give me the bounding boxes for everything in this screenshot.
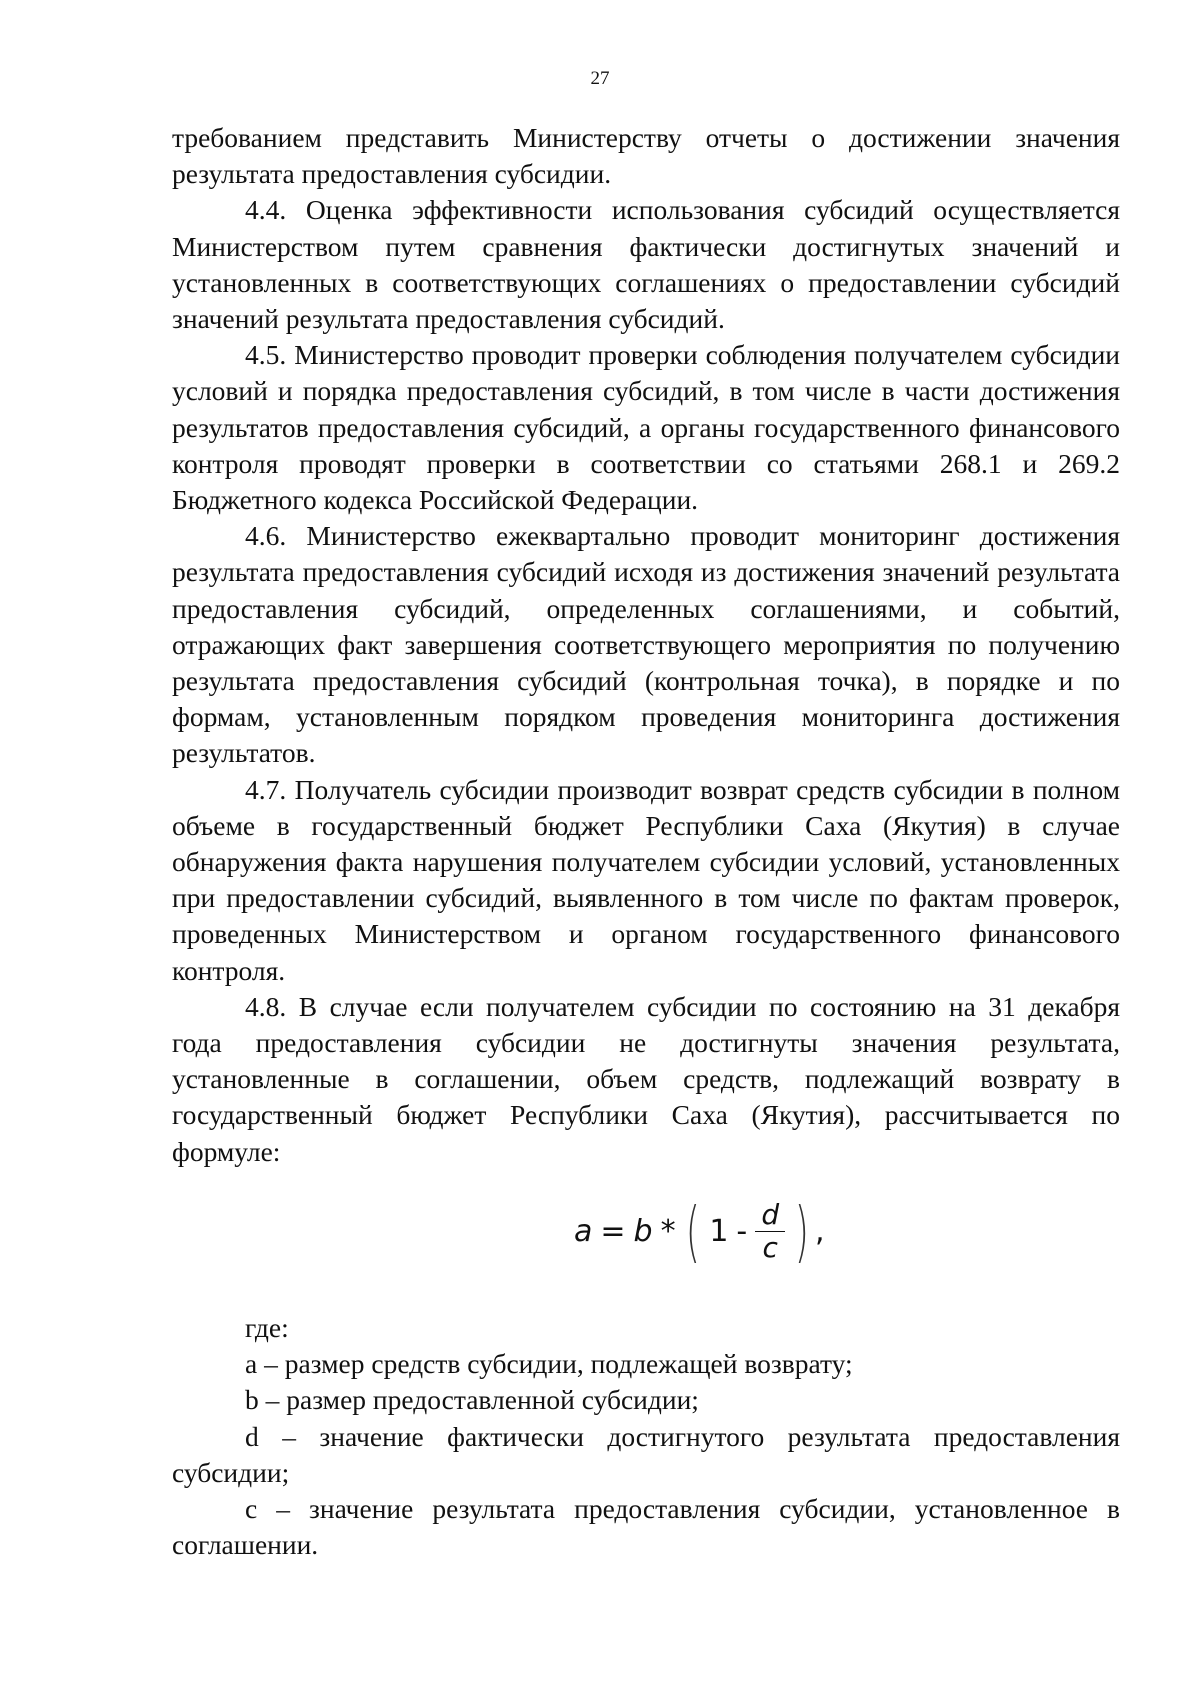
- formula-one: 1: [709, 1213, 729, 1249]
- formula-denominator-c: c: [762, 1231, 778, 1265]
- paragraph-continuation: требованием представить Министерству отчеты о достижении значения результата предоставления субсидии.: [172, 122, 1120, 190]
- formula-right-paren: ): [795, 1192, 810, 1270]
- formula-b: b: [633, 1213, 653, 1249]
- formula-expression: [570, 1192, 825, 1272]
- legend-d-definition: d – значение фактически достигнутого результата предоставления субсидии;: [172, 1420, 1120, 1488]
- paragraph-4-7: 4.7. Получатель субсидии производит возврат средств субсидии в полном объеме в государственный бюджет Республики Саха (Якутия) в случае обнаружения факта нарушения получателем субсидии условий, установленных при предоставлении субсидий, выявленного в том числе по фактам проверок, проведенных Министерством и органом государственного финансового контроля.: [172, 773, 1120, 986]
- refund-formula: [172, 1174, 1120, 1294]
- page-number: 27: [590, 68, 610, 89]
- paragraph-4-5: 4.5. Министерство проводит проверки соблюдения получателем субсидии условий и порядка предоставления субсидий, в том числе в части достижения результатов предоставления субсидий, а органы государственного финансового контроля проводят проверки в соответствии со статьями 268.1 и 269.2 Бюджетного кодекса Российской Федерации.: [172, 339, 1120, 516]
- legend-c-definition: c – значение результата предоставления субсидии, установленное в соглашении.: [172, 1492, 1120, 1561]
- legend-where: где:: [245, 1311, 289, 1343]
- legend-a-definition: a – размер средств субсидии, подлежащей возврату;: [245, 1348, 853, 1380]
- document-body: [172, 120, 1120, 1563]
- formula-comma: ,: [815, 1213, 825, 1249]
- formula-a: a: [574, 1213, 593, 1249]
- formula-multiply: *: [660, 1213, 676, 1249]
- paragraph-4-4: 4.4. Оценка эффективности использования субсидий осуществляется Министерством путем сравнения фактически достигнутых значений и установленных в соответствующих соглашениях о предоставлении субсидий значений результата предоставления субсидий.: [172, 194, 1120, 335]
- formula-equals: =: [600, 1213, 626, 1249]
- paragraph-4-6: 4.6. Министерство ежеквартально проводит мониторинг достижения результата предоставления субсидий исходя из достижения значений результата предоставления субсидий, определенных соглашениями, и событий, отражающих факт завершения соответствующего мероприятия по получению результата предоставления субсидий (контрольная точка), в порядке и по формам, установленным порядком проведения мониторинга достижения результатов.: [172, 520, 1120, 769]
- formula-left-paren: (: [685, 1192, 700, 1270]
- formula-minus: -: [736, 1213, 748, 1249]
- formula-fraction: [755, 1199, 785, 1264]
- formula-numerator-d: d: [761, 1198, 780, 1232]
- legend-b-definition: b – размер предоставленной субсидии;: [245, 1384, 699, 1416]
- paragraph-4-8: 4.8. В случае если получателем субсидии по состоянию на 31 декабря года предоставления субсидии не достигнуты значения результата, установленные в соглашении, объем средств, подлежащий возврату в государственный бюджет Республики Саха (Якутия), рассчитывается по формуле:: [172, 990, 1120, 1167]
